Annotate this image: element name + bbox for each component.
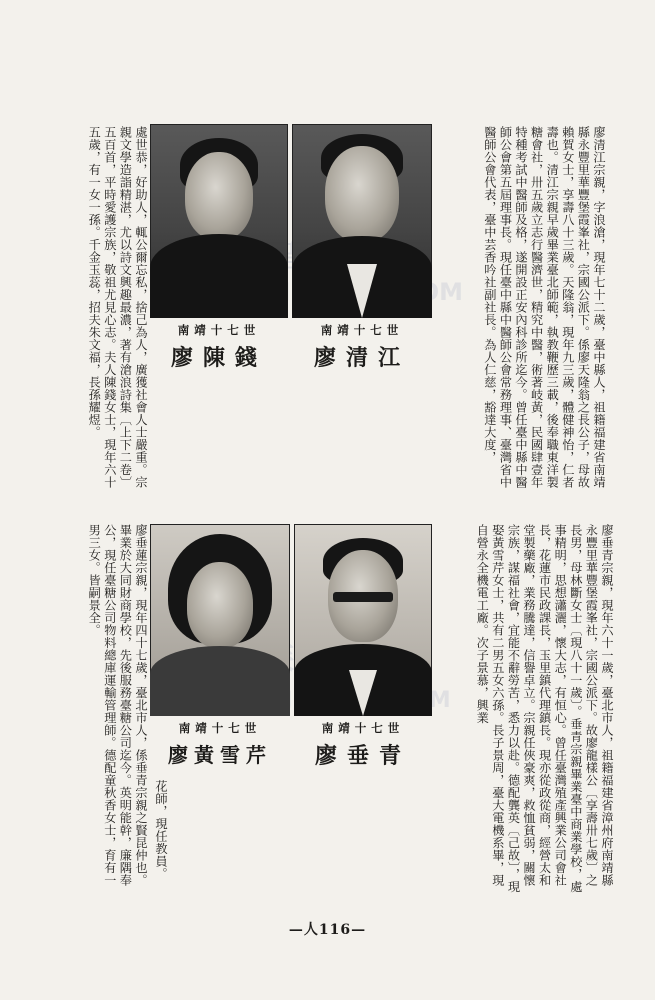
caption-generation-chuiqing: 南靖十七世 xyxy=(321,721,405,735)
portrait-photo-chenqian xyxy=(150,124,288,318)
portrait-photo-xueqin xyxy=(150,524,290,716)
bottom-far-left-text: 花師，現任教員。 xyxy=(154,780,168,880)
caption-generation-chenqian: 南靖十七世 xyxy=(177,323,261,337)
page-number: —人116— xyxy=(288,922,367,938)
bottom-left-text: 廖垂蓮宗親，現年四十七歲，臺北市人，係垂青宗親之賢昆仲也。畢業於大同財商學校，先後服務臺糖公司迄今。英明能幹，廉隅奉公，現任臺糖公司物料總庫運輸管理師。德配童秋香女士，育有一男三女。皆嗣景全。 xyxy=(87,524,148,887)
caption-generation-qingjiang: 南靖十七世 xyxy=(320,323,404,337)
caption-name-chenqian: 廖陳錢 xyxy=(170,345,267,371)
caption-name-qingjiang: 廖清江 xyxy=(313,345,410,371)
caption-name-chuiqing: 廖垂青 xyxy=(314,743,411,769)
portrait-photo-qingjiang xyxy=(292,124,432,318)
portrait-photo-chuiqing xyxy=(294,524,432,716)
bottom-right-text: 廖垂青宗親，現年六十一歲，臺北市人，祖籍福建省漳州府南靖縣永豐里華豐堡霞峯社，宗國公派下。故廖龍樣公〔享壽卅七歲〕之長男，母林斷女士〔現八十一歲〕。垂青宗親畢業臺中商業學校，處事精明，思想瀟灑，懷大志，有恒心。曾任臺灣殖產興業公司會社長，花蓮市民政課長，玉里鎮代理鎮長。現亦從政從商，經營太和堂製藥廠，業務騰達，信譽卓立。宗親任俠豪爽，救恤貧弱，關懷宗族，謀福社會，宜能不辭勞苦，悉力以赴。德配龔英〔己故〕，現娶黃雪芹女士，共有二男五女六孫。長子景周，臺大電機系畢，現自營永全機電工廠。次子景慕，興業 xyxy=(475,524,614,893)
top-right-text: 廖清江宗親，字浪滄，現年七十二歲，臺中縣人，祖籍福建省南靖縣永豐里華豐堡霞峯社，宗國公派下。係廖天隆翁之長公子，母故賴賀女士，享壽八十三歲。天隆翁，現年九三歲，體健神怡，仁者壽也。清江宗親早歲畢業臺北師範，執教鞭歷三載，後奉職東洋製糖會社，卅五歲立志行醫濟世，精究中醫，術著岐黃，民國肆壹年特種考試中醫師及格，遂開設正安內科診所迄今。曾任臺中縣中醫師公會第五屆理事長。現任臺中縣中醫師公會常務理事、臺灣省中醫師公會代表，臺中芸香吟社副社長。為人仁慈，豁達大度， xyxy=(482,126,606,489)
caption-generation-xueqin: 南靖十七世 xyxy=(178,721,262,735)
top-left-text: 處世恭，好助人，輒公爾忘私，捨己為人，廣獲社會人士嚴重。宗親文學造詣精湛，尤以詩文興趣最濃，著有滄浪詩集〔上下二卷〕五百首，平時愛護宗族，敬祖尤見心志。夫人陳錢女士，現年六十五歲，有一女一孫。千金玉蕊，招夫朱文福，長孫耀煜。 xyxy=(87,126,148,489)
caption-name-xueqin: 廖黃雪芹 xyxy=(168,743,272,767)
